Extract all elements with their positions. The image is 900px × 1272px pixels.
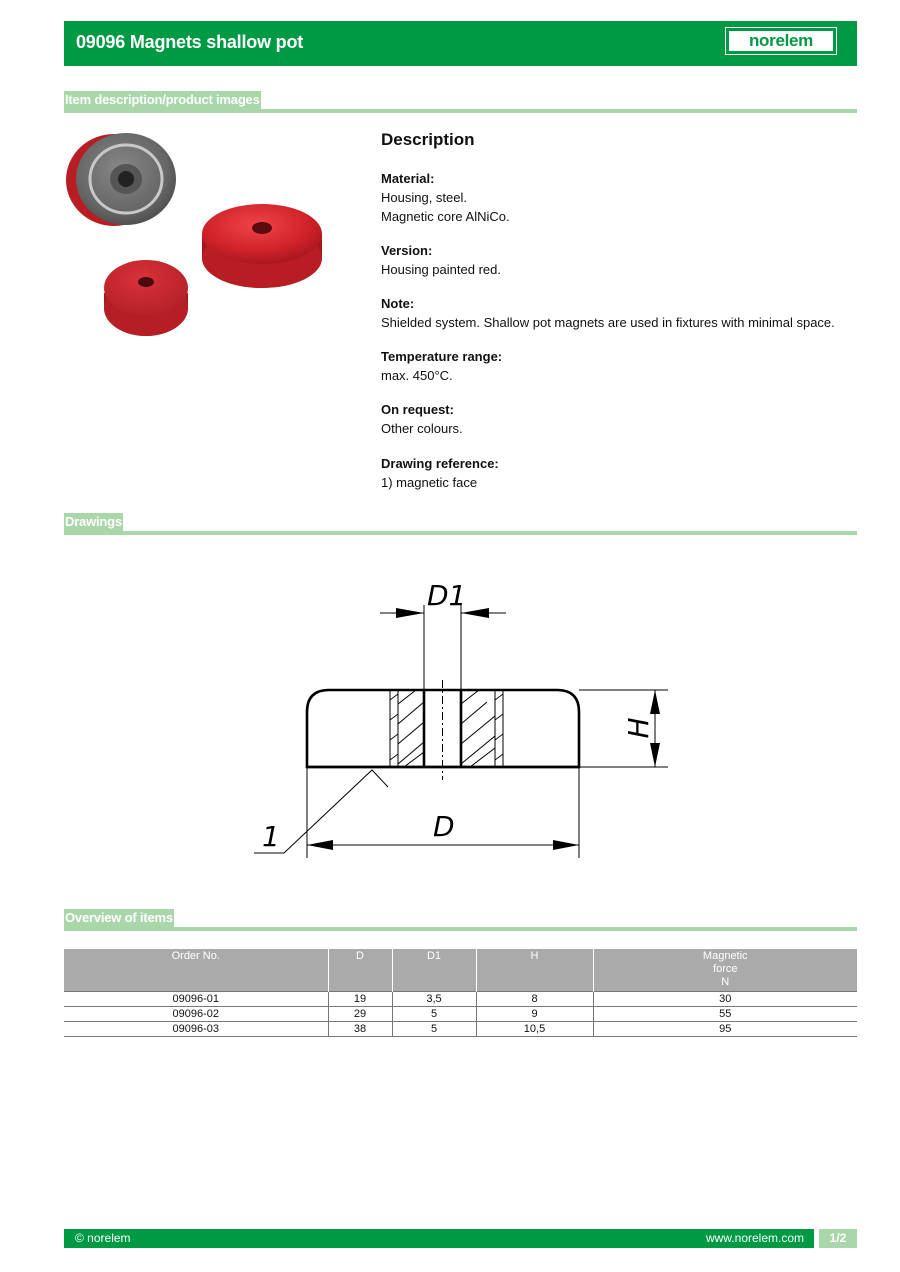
section-divider xyxy=(64,531,857,535)
drawing-reference-label: Drawing reference: xyxy=(381,456,499,471)
column-header-d1: D1 xyxy=(392,949,476,992)
request-label: On request: xyxy=(381,402,454,417)
material-line-2: Magnetic core AlNiCo. xyxy=(381,209,510,224)
page-title: 09096 Magnets shallow pot xyxy=(76,32,304,52)
material-line-1: Housing, steel. xyxy=(381,190,467,205)
drawing-reference-value: 1) magnetic face xyxy=(381,475,478,490)
version-block xyxy=(381,241,501,279)
page-number: 1/2 xyxy=(819,1229,857,1248)
logo-text: norelem xyxy=(748,31,814,50)
cell-order: 09096-02 xyxy=(64,1007,328,1022)
cell-d: 38 xyxy=(328,1022,392,1037)
cell-h: 8 xyxy=(476,992,593,1007)
table-header-row xyxy=(64,949,857,992)
footer-copyright: © norelem xyxy=(75,1231,131,1245)
dimension-label-d: D xyxy=(433,810,455,843)
section-label-item-description: Item description/product images xyxy=(65,92,260,107)
cell-d1: 5 xyxy=(392,1022,476,1037)
table-row xyxy=(64,1022,857,1037)
section-label-overview: Overview of items xyxy=(65,910,173,925)
cell-d: 29 xyxy=(328,1007,392,1022)
cell-force: 30 xyxy=(593,992,857,1007)
dimension-label-h: H xyxy=(622,717,655,739)
cell-d1: 3,5 xyxy=(392,992,476,1007)
request-value: Other colours. xyxy=(381,421,463,436)
column-header-force: Magnetic force N xyxy=(593,949,857,992)
material-block xyxy=(381,169,510,226)
cell-h: 10,5 xyxy=(476,1022,593,1037)
version-label: Version: xyxy=(381,243,433,258)
cell-force: 55 xyxy=(593,1007,857,1022)
table-row xyxy=(64,1007,857,1022)
section-label-drawings: Drawings xyxy=(65,514,122,529)
description-heading: Description xyxy=(381,130,475,149)
version-value: Housing painted red. xyxy=(381,262,501,277)
column-header-order: Order No. xyxy=(64,949,328,992)
cell-order: 09096-01 xyxy=(64,992,328,1007)
norelem-logo xyxy=(725,27,837,55)
note-block xyxy=(381,294,835,332)
note-label: Note: xyxy=(381,296,415,311)
footer-website-link[interactable]: www.norelem.com xyxy=(705,1231,804,1245)
small-magnet xyxy=(104,260,188,336)
material-label: Material: xyxy=(381,171,435,186)
technical-drawing xyxy=(240,570,690,870)
header-bar xyxy=(64,21,857,66)
reference-label-1: 1 xyxy=(262,820,280,853)
temperature-value: max. 450°C. xyxy=(381,368,453,383)
items-table xyxy=(64,949,857,1037)
temperature-block xyxy=(381,347,502,385)
footer-bar xyxy=(64,1229,814,1248)
cell-force: 95 xyxy=(593,1022,857,1037)
column-header-d: D xyxy=(328,949,392,992)
section-divider xyxy=(64,109,857,113)
note-value: Shielded system. Shallow pot magnets are used in fixtures with minimal space. xyxy=(381,315,835,330)
cell-d: 19 xyxy=(328,992,392,1007)
table-row xyxy=(64,992,857,1007)
large-magnet xyxy=(66,133,176,226)
column-header-h: H xyxy=(476,949,593,992)
cell-d1: 5 xyxy=(392,1007,476,1022)
dimension-label-d1: D1 xyxy=(427,579,467,612)
cell-h: 9 xyxy=(476,1007,593,1022)
medium-magnet xyxy=(202,204,322,288)
temperature-label: Temperature range: xyxy=(381,349,503,364)
drawing-reference-block xyxy=(381,454,499,492)
request-block xyxy=(381,400,463,438)
cell-order: 09096-03 xyxy=(64,1022,328,1037)
section-divider xyxy=(64,927,857,931)
product-image xyxy=(64,128,324,342)
